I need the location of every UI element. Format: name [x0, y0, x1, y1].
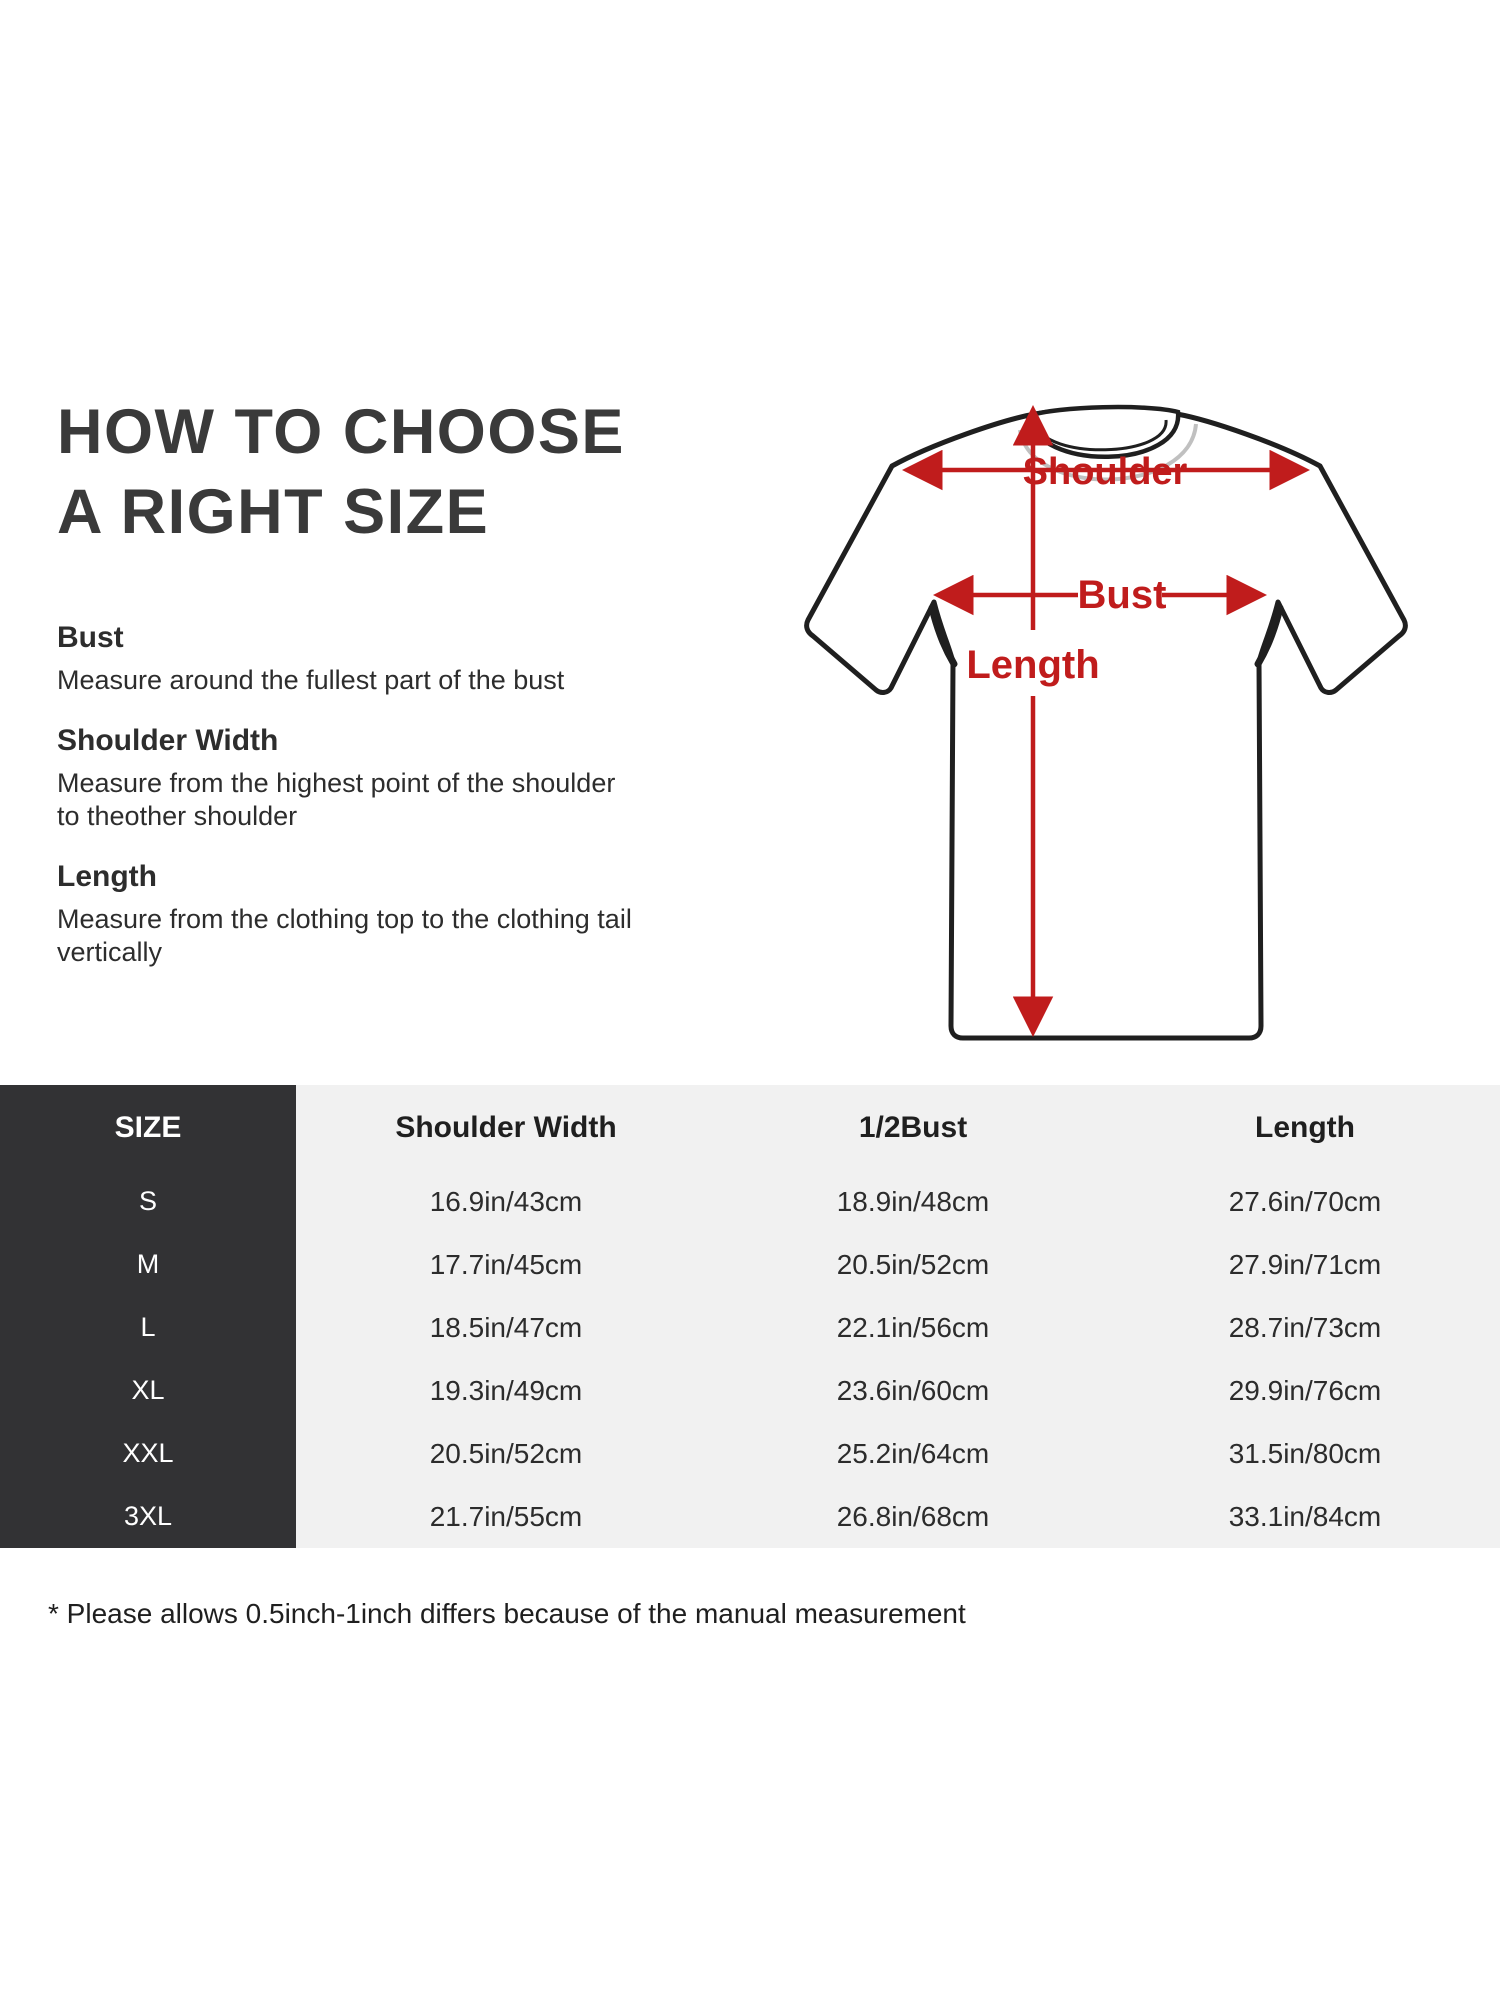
shoulder-width-m: 17.7in/45cm	[296, 1233, 716, 1296]
half-bust-m: 20.5in/52cm	[716, 1233, 1110, 1296]
size-label-s: S	[0, 1170, 296, 1233]
tshirt-diagram-svg	[770, 378, 1450, 1078]
size-table-header-half-bust: 1/2Bust	[716, 1085, 1110, 1170]
instruction-shoulder-width-heading: Shoulder Width	[57, 724, 279, 757]
instruction-shoulder-width-description: Measure from the highest point of the shoulder to theother shoulder	[57, 768, 616, 831]
size-label-xxl: XXL	[0, 1422, 296, 1485]
tshirt-measurement-diagram	[770, 378, 1450, 1078]
size-label-xl: XL	[0, 1359, 296, 1422]
length-arrow-label: Length	[966, 643, 1100, 687]
tshirt-outline	[807, 410, 1406, 1039]
size-label-l: L	[0, 1296, 296, 1359]
length-s: 27.6in/70cm	[1110, 1170, 1500, 1233]
size-table-header-length: Length	[1110, 1085, 1500, 1170]
page-title-line-2: A RIGHT SIZE	[57, 477, 490, 547]
size-table	[0, 1085, 1500, 1548]
length-m: 27.9in/71cm	[1110, 1233, 1500, 1296]
bust-arrow-label: Bust	[1077, 573, 1167, 617]
instruction-shoulder-width	[57, 723, 637, 833]
length-xl: 29.9in/76cm	[1110, 1359, 1500, 1422]
page-title	[57, 392, 625, 552]
half-bust-l: 22.1in/56cm	[716, 1296, 1110, 1359]
shoulder-width-3xl: 21.7in/55cm	[296, 1485, 716, 1548]
half-bust-s: 18.9in/48cm	[716, 1170, 1110, 1233]
half-bust-3xl: 26.8in/68cm	[716, 1485, 1110, 1548]
shoulder-arrow-label: Shoulder	[1022, 451, 1188, 493]
size-table-header-size: SIZE	[0, 1085, 296, 1170]
size-table-header-shoulder-width: Shoulder Width	[296, 1085, 716, 1170]
shoulder-width-xxl: 20.5in/52cm	[296, 1422, 716, 1485]
shoulder-width-s: 16.9in/43cm	[296, 1170, 716, 1233]
length-3xl: 33.1in/84cm	[1110, 1485, 1500, 1548]
half-bust-xl: 23.6in/60cm	[716, 1359, 1110, 1422]
instruction-length-description: Measure from the clothing top to the clothing tail vertically	[57, 904, 632, 967]
length-xxl: 31.5in/80cm	[1110, 1422, 1500, 1485]
length-l: 28.7in/73cm	[1110, 1296, 1500, 1359]
size-label-3xl: 3XL	[0, 1485, 296, 1548]
shoulder-width-xl: 19.3in/49cm	[296, 1359, 716, 1422]
measure-instructions	[57, 620, 637, 995]
size-label-m: M	[0, 1233, 296, 1296]
half-bust-xxl: 25.2in/64cm	[716, 1422, 1110, 1485]
instruction-length	[57, 859, 637, 969]
page-title-line-1: HOW TO CHOOSE	[57, 397, 625, 467]
measurement-disclaimer: * Please allows 0.5inch-1inch differs because of the manual measurement	[48, 1598, 966, 1629]
instruction-bust	[57, 620, 637, 697]
shoulder-width-l: 18.5in/47cm	[296, 1296, 716, 1359]
instruction-length-heading: Length	[57, 860, 157, 893]
instruction-bust-description: Measure around the fullest part of the bust	[57, 665, 565, 695]
instruction-bust-heading: Bust	[57, 621, 124, 654]
